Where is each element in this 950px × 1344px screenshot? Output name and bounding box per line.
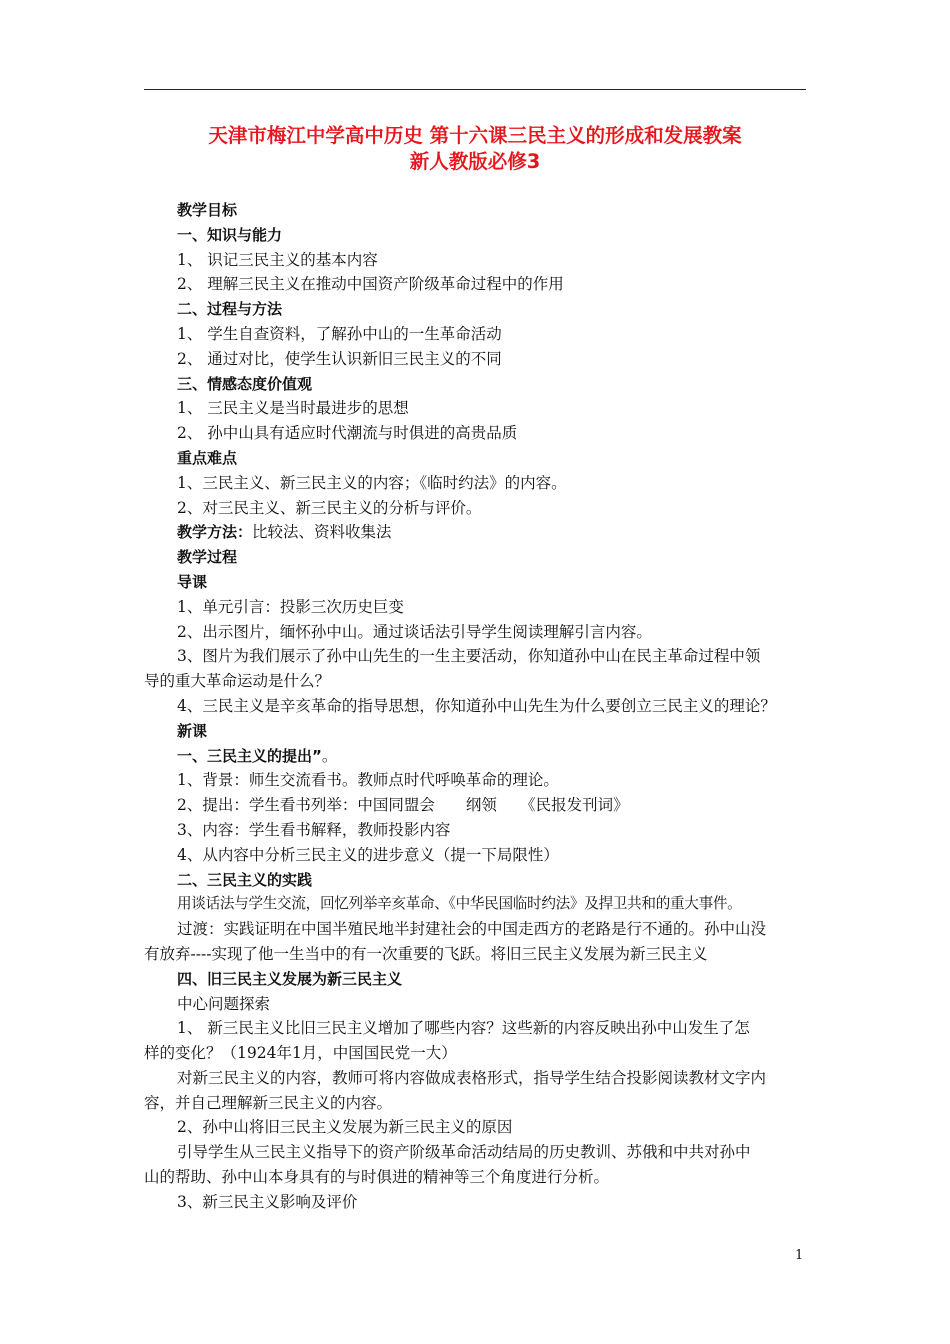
body-line bbox=[144, 520, 812, 545]
body-line: 1、三民主义、新三民主义的内容；《临时约法》的内容。 bbox=[177, 473, 567, 492]
document-title-line-1: 天津市梅江中学高中历史 第十六课三民主义的形成和发展教案 bbox=[208, 124, 742, 147]
inline-label: 一、三民主义的提出” bbox=[177, 746, 322, 765]
inline-text: 比较法、资料收集法 bbox=[252, 523, 392, 542]
body-line: 2、 通过对比，使学生认识新旧三民主义的不同 bbox=[177, 349, 502, 368]
section-heading: 一、知识与能力 bbox=[177, 225, 283, 244]
inline-text: 。 bbox=[321, 746, 338, 765]
body-line: 1、 新三民主义比旧三民主义增加了哪些内容？这些新的内容反映出孙中山发生了怎 bbox=[177, 1019, 750, 1038]
body-line: 1、 学生自查资料，了解孙中山的一生革命活动 bbox=[177, 324, 502, 343]
body-line: 山的帮助、孙中山本身具有的与时俱进的精神等三个角度进行分析。 bbox=[144, 1168, 610, 1187]
body-line: 2、孙中山将旧三民主义发展为新三民主义的原因 bbox=[177, 1118, 513, 1137]
body-line: 4、从内容中分析三民主义的进步意义（提一下局限性） bbox=[177, 845, 559, 864]
section-heading: 二、三民主义的实践 bbox=[177, 870, 313, 889]
page-number: 1 bbox=[795, 1248, 804, 1263]
body-line: 2、出示图片，缅怀孙中山。通过谈话法引导学生阅读理解引言内容。 bbox=[177, 622, 652, 641]
body-line: 用谈话法与学生交流，回忆列举辛亥革命、《中华民国临时约法》及捍卫共和的重大事件。 bbox=[177, 895, 742, 913]
body-line: 3、图片为我们展示了孙中山先生的一生主要活动，你知道孙中山在民主革命过程中领 bbox=[177, 647, 761, 666]
body-line: 4、三民主义是辛亥革命的指导思想，你知道孙中山先生为什么要创立三民主义的理论？ bbox=[177, 696, 776, 715]
header-rule bbox=[144, 89, 806, 90]
document-body bbox=[144, 198, 812, 1215]
document-title-line-2: 新人教版必修3 bbox=[409, 150, 541, 173]
body-line: 2、 理解三民主义在推动中国资产阶级革命过程中的作用 bbox=[177, 275, 564, 294]
body-line: 过渡：实践证明在中国半殖民地半封建社会的中国走西方的老路是行不通的。孙中山没 bbox=[177, 920, 767, 939]
body-line: 1、背景：师生交流看书。教师点时代呼唤革命的理论。 bbox=[177, 771, 559, 790]
body-line: 导的重大革命运动是什么？ bbox=[144, 672, 331, 691]
body-line: 2、 孙中山具有适应时代潮流与时俱进的高贵品质 bbox=[177, 424, 518, 443]
body-line: 3、内容：学生看书解释，教师投影内容 bbox=[177, 820, 451, 839]
body-line: 对新三民主义的内容，教师可将内容做成表格形式，指导学生结合投影阅读教材文字内 bbox=[177, 1068, 767, 1087]
body-line: 3、新三民主义影响及评价 bbox=[177, 1192, 358, 1211]
body-line bbox=[144, 744, 812, 769]
section-heading: 二、过程与方法 bbox=[177, 300, 283, 319]
body-line: 1、 三民主义是当时最进步的思想 bbox=[177, 399, 409, 418]
section-heading: 四、旧三民主义发展为新三民主义 bbox=[177, 969, 403, 988]
section-heading: 三、情感态度价值观 bbox=[177, 374, 313, 393]
section-heading: 新课 bbox=[177, 721, 208, 740]
body-line: 2、提出：学生看书列举：中国同盟会 纲领 《民报发刊词》 bbox=[177, 796, 629, 815]
inline-label: 教学方法： bbox=[177, 523, 253, 542]
body-line: 中心问题探索 bbox=[177, 994, 271, 1013]
section-heading: 教学目标 bbox=[177, 201, 238, 219]
body-line: 1、单元引言：投影三次历史巨变 bbox=[177, 597, 404, 616]
body-line: 引导学生从三民主义指导下的资产阶级革命活动结局的历史教训、苏俄和中共对孙中 bbox=[177, 1143, 751, 1162]
section-heading: 教学过程 bbox=[177, 548, 238, 567]
body-line: 有放弃----实现了他一生当中的有一次重要的飞跃。将旧三民主义发展为新三民主义 bbox=[144, 944, 708, 963]
body-line: 样的变化？（1924年1月，中国国民党一大） bbox=[144, 1044, 457, 1063]
section-heading: 重点难点 bbox=[177, 448, 238, 467]
body-line: 1、 识记三民主义的基本内容 bbox=[177, 250, 378, 269]
body-line: 容，并自己理解新三民主义的内容。 bbox=[144, 1093, 393, 1112]
section-heading: 导课 bbox=[177, 572, 208, 591]
body-line: 2、对三民主义、新三民主义的分析与评价。 bbox=[177, 498, 482, 517]
